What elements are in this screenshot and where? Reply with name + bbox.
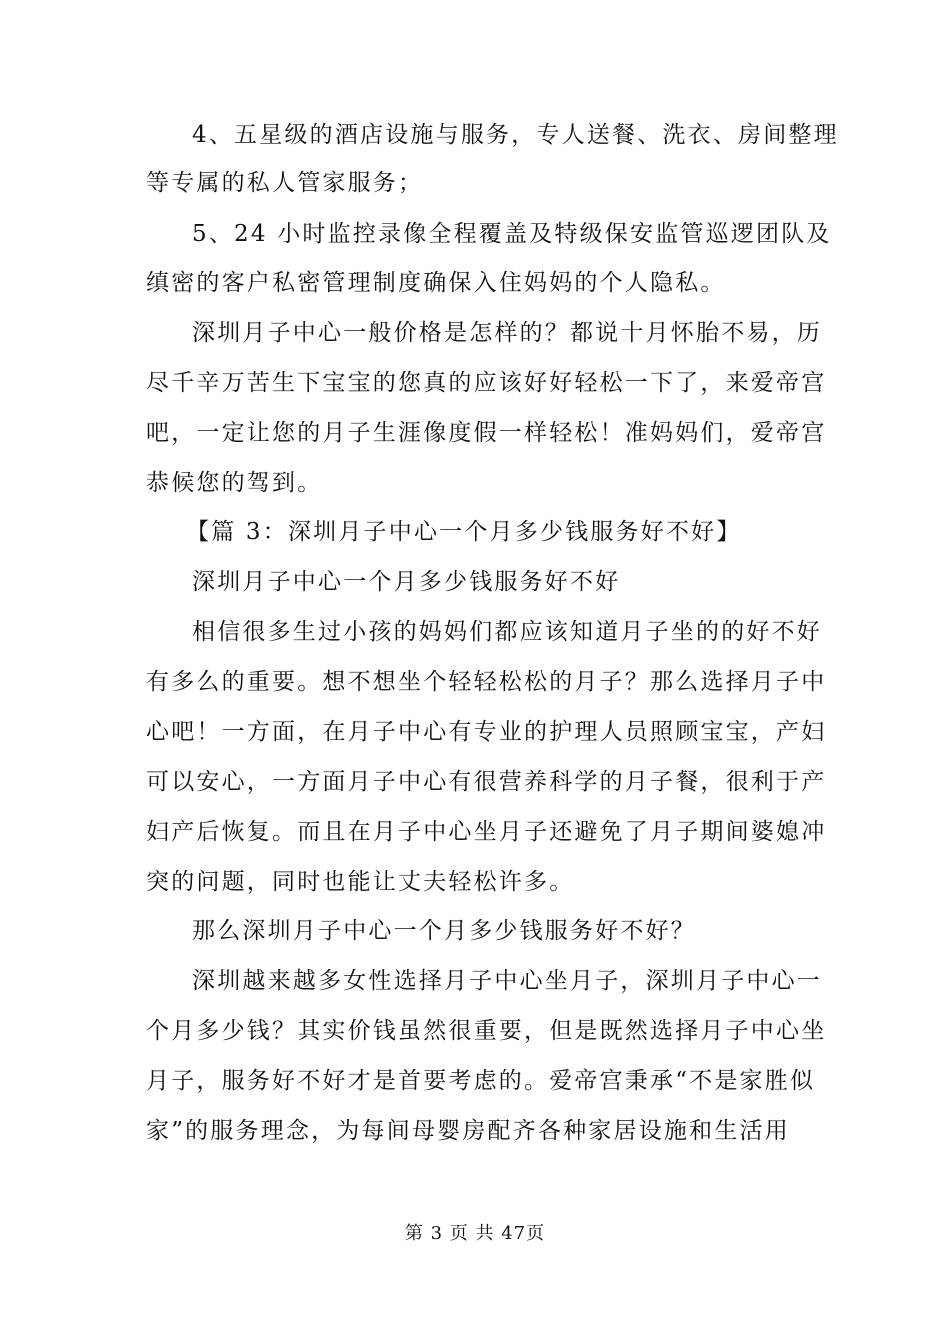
text-line: 有多么的重要。想不想坐个轻轻松松的月子？那么选择月子中	[146, 669, 827, 695]
text-line: 5、24 小时监控录像全程覆盖及特级保安监管巡逻团队及	[192, 221, 832, 247]
text-line: 月子，服务好不好才是首要考虑的。爱帝宫秉承“不是家胜似	[146, 1068, 816, 1094]
text-line: 那么深圳月子中心一个月多少钱服务好不好？	[192, 918, 696, 944]
text-line: 心吧！一方面，在月子中心有专业的护理人员照顾宝宝，产妇	[146, 719, 827, 745]
text-line: 恭候您的驾到。	[146, 470, 323, 496]
section-subtitle: 深圳月子中心一个月多少钱服务好不好	[192, 569, 621, 595]
text-line: 妇产后恢复。而且在月子中心坐月子还避免了月子期间婆媳冲	[146, 819, 827, 845]
text-line: 吧，一定让您的月子生涯像度假一样轻松！准妈妈们，爱帝宫	[146, 420, 827, 446]
text-line: 深圳月子中心一般价格是怎样的？都说十月怀胎不易，历	[192, 320, 822, 346]
text-line: 尽千辛万苦生下宝宝的您真的应该好好轻松一下了，来爱帝宫	[146, 370, 827, 396]
text-line: 深圳越来越多女性选择月子中心坐月子，深圳月子中心一	[192, 968, 822, 994]
text-line: 相信很多生过小孩的妈妈们都应该知道月子坐的的好不好	[192, 619, 822, 645]
text-line: 等专属的私人管家服务；	[146, 170, 424, 196]
text-line: 个月多少钱？其实价钱虽然很重要，但是既然选择月子中心坐	[146, 1018, 827, 1044]
text-line: 可以安心，一方面月子中心有很营养科学的月子餐，很利于产	[146, 769, 827, 795]
text-line: 4、五星级的酒店设施与服务，专人送餐、洗衣、房间整理	[192, 122, 839, 148]
text-line: 家”的服务理念，为每间母婴房配齐各种家居设施和生活用	[146, 1118, 790, 1144]
text-line: 缜密的客户私密管理制度确保入住妈妈的个人隐私。	[146, 270, 726, 296]
section-heading: 【篇 3：深圳月子中心一个月多少钱服务好不好】	[186, 519, 742, 545]
text-line: 突的问题，同时也能让丈夫轻松许多。	[146, 869, 575, 895]
page-footer: 第 3 页 共 47页	[404, 1223, 546, 1244]
